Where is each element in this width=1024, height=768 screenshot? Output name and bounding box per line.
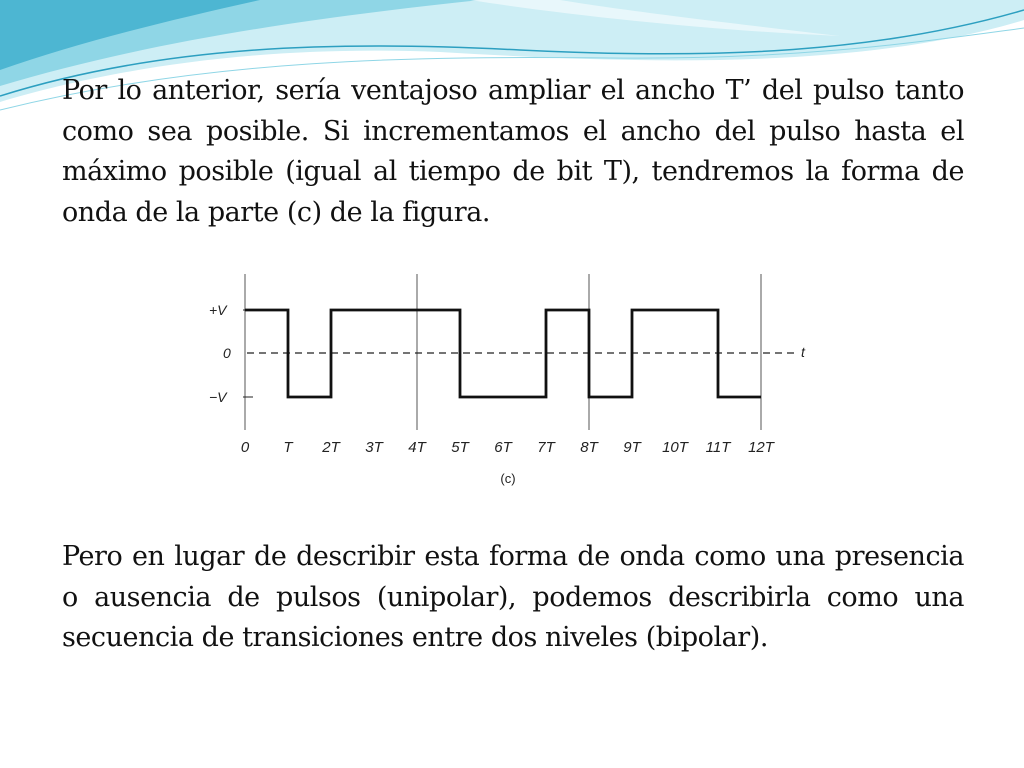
time-tick-labels — [241, 439, 776, 456]
tick-label: 11T — [705, 439, 731, 456]
level-label-zero: 0 — [223, 345, 231, 361]
tick-label: 9T — [623, 439, 641, 456]
tick-label: 6T — [494, 439, 512, 456]
level-label-plus-v: +V — [209, 302, 227, 318]
paragraph-1: Por lo anterior, sería ventajoso ampliar el ancho T’ del pulso tanto como sea posible. Si incrementamos el ancho del pulso hasta el máximo posible (igual al tiempo de bit T), tendremos la forma de onda de la parte (c) de la figura. — [62, 75, 964, 228]
level-label-minus-v: −V — [209, 389, 227, 405]
tick-label: 12T — [748, 439, 774, 456]
figure-caption: (c) — [500, 471, 516, 486]
tick-label: T — [283, 439, 293, 456]
tick-label: 5T — [451, 439, 469, 456]
tick-label: 8T — [580, 439, 598, 456]
tick-label: 10T — [662, 439, 688, 456]
time-grid-lines — [245, 274, 761, 430]
tick-label: 4T — [408, 439, 426, 456]
tick-label: 3T — [365, 439, 383, 456]
time-axis-label: t — [801, 344, 805, 360]
tick-label: 0 — [240, 439, 250, 456]
paragraph-2: Pero en lugar de describir esta forma de onda como una presencia o ausencia de pulsos (unipolar), podemos describirla como una secuencia de transiciones entre dos niveles (bipolar). — [62, 541, 964, 653]
tick-label: 2T — [322, 439, 340, 456]
tick-label: 7T — [537, 439, 555, 456]
waveform-figure — [207, 270, 808, 490]
